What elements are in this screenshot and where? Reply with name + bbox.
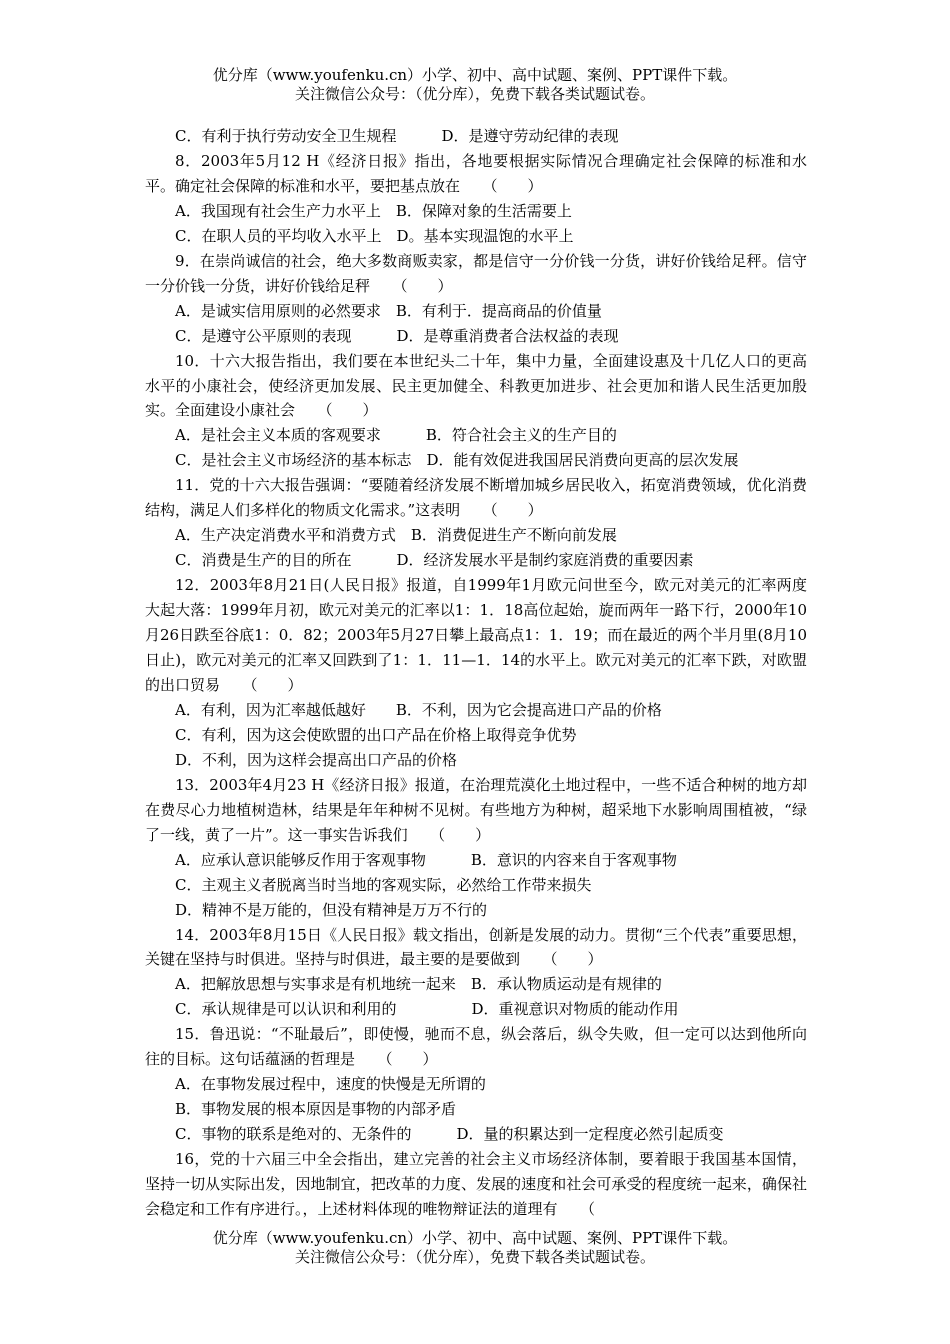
footer-line-2: 关注微信公众号：（优分库），免费下载各类试题试卷。 — [294, 1248, 655, 1266]
q15-options-cd: C．事物的联系是绝对的、无条件的 D．量的积累达到一定程度必然引起质变 — [175, 1125, 724, 1144]
q12-options-ab: A．有利，因为汇率越低越好 B．不利，因为它会提高进口产品的价格 — [175, 700, 662, 719]
q14-options-cd: C．承认规律是可以认识和利用的 D．重视意识对物质的能动作用 — [175, 1000, 679, 1019]
q14-options-ab: A．把解放思想与实事求是有机地统一起来 B．承认物质运动是有规律的 — [175, 975, 662, 994]
q15-option-a: A．在事物发展过程中，速度的快慢是无所谓的 — [175, 1075, 486, 1094]
q13-option-c: C．主观主义者脱离当时当地的客观实际，必然给工作带来损失 — [175, 875, 592, 894]
header-line-2: 关注微信公众号：（优分库），免费下载各类试题试卷。 — [294, 85, 655, 103]
question-9: 9．在崇尚诚信的社会，绝大多数商贩卖家，都是信守一分价钱一分货，讲好价钱给足秤。信守一分价钱一分货，讲好价钱给足秤 （ ） — [145, 251, 807, 295]
page-footer — [0, 1229, 950, 1267]
q15-option-b: B．事物发展的根本原因是事物的内部矛盾 — [175, 1100, 457, 1119]
exam-content — [145, 124, 807, 1222]
question-12: 12．2003年8月21日(人民日报》报道，自1999年1月欧元问世至今，欧元对美元的汇率两度大起大落：1999年月初，欧元对美元的汇率以1：1．18高位起始，旋而两年一路下行，2000年10月26日跌至谷底1：0．82；2003年5月27日攀上最高点1：1．19；而在最近的两个半月里(8月10日止)，欧元对美元的汇率又回跌到了1：1．11—1．14的水平上。欧元对美元的汇率下跌，对欧盟的出口贸易 （ ） — [145, 576, 807, 694]
q12-option-c: C．有利，因为这会使欧盟的出口产品在价格上取得竞争优势 — [175, 725, 577, 744]
q7-options-cd: C．有利于执行劳动安全卫生规程 D．是遵守劳动纪律的表现 — [175, 127, 619, 145]
question-14: 14．2003年8月15日《人民日报》载文指出，创新是发展的动力。贯彻“三个代表”重要思想，关键在坚持与时俱进。坚持与时俱进，最主要的是要做到 （ ） — [145, 925, 807, 969]
q8-options-ab: A．我国现有社会生产力水平上 B．保障对象的生活需要上 — [175, 201, 572, 220]
question-10: 10．十六大报告指出，我们要在本世纪头二十年，集中力量，全面建设惠及十几亿人口的更高水平的小康社会，使经济更加发展、民主更加健全、科教更加进步、社会更加和谐人民生活更加殷实。全面建设小康社会 （ ） — [145, 351, 807, 420]
q10-options-cd: C．是社会主义市场经济的基本标志 D．能有效促进我国居民消费向更高的层次发展 — [175, 451, 739, 470]
q10-options-ab: A．是社会主义本质的客观要求 B．符合社会主义的生产目的 — [175, 426, 617, 445]
q13-option-d: D．精神不是万能的，但没有精神是万万不行的 — [175, 900, 488, 919]
q11-options-cd: C．消费是生产的目的所在 D．经济发展水平是制约家庭消费的重要因素 — [175, 551, 694, 570]
header-line-1: 优分库（www.youfenku.cn）小学、初中、高中试题、案例、PPT课件下载。 — [212, 66, 738, 84]
question-13: 13．2003年4月23 H《经济日报》报道，在治理荒漠化土地过程中，一些不适合种树的地方却在费尽心力地植树造林，结果是年年种树不见树。有些地方为种树，超采地下水影响周围植被，“绿了一线，黄了一片”。这一事实告诉我们 （ ） — [145, 775, 807, 844]
q13-options-ab: A．应承认意识能够反作用于客观事物 B．意识的内容来自于客观事物 — [175, 850, 677, 869]
q12-option-d: D．不利，因为这样会提高出口产品的价格 — [175, 750, 458, 769]
page-header — [0, 66, 950, 104]
q8-options-cd: C．在职人员的平均收入水平上 D。基本实现温饱的水平上 — [175, 226, 574, 245]
question-8: 8．2003年5月12 H《经济日报》指出，各地要根据实际情况合理确定社会保障的标准和水平。确定社会保障的标准和水平，要把基点放在 （ ） — [145, 151, 807, 195]
question-11: 11．党的十六大报告强调：“要随着经济发展不断增加城乡居民收入，拓宽消费领域，优化消费结构，满足人们多样化的物质文化需求。”这表明 （ ） — [145, 476, 807, 520]
q9-options-ab: A．是诚实信用原则的必然要求 B．有利于．提高商品的价值量 — [175, 301, 602, 320]
question-15: 15．鲁迅说：“不耻最后”，即使慢，驰而不息，纵会落后，纵令失败，但一定可以达到他所向往的目标。这句话蕴涵的哲理是 （ ） — [145, 1025, 807, 1069]
q9-options-cd: C．是遵守公平原则的表现 D．是尊重消费者合法权益的表现 — [175, 326, 619, 345]
footer-line-1: 优分库（www.youfenku.cn）小学、初中、高中试题、案例、PPT课件下载。 — [212, 1229, 738, 1247]
question-16: 16，党的十六届三中全会指出，建立完善的社会主义市场经济体制，要着眼于我国基本国情，坚持一切从实际出发，因地制宜，把改革的力度、发展的速度和社会可承受的程度统一起来，确保社会稳定和工作有序进行。，上述材料体现的唯物辩证法的道理有 （ — [145, 1150, 807, 1218]
q11-options-ab: A．生产决定消费水平和消费方式 B．消费促进生产不断向前发展 — [175, 526, 617, 545]
